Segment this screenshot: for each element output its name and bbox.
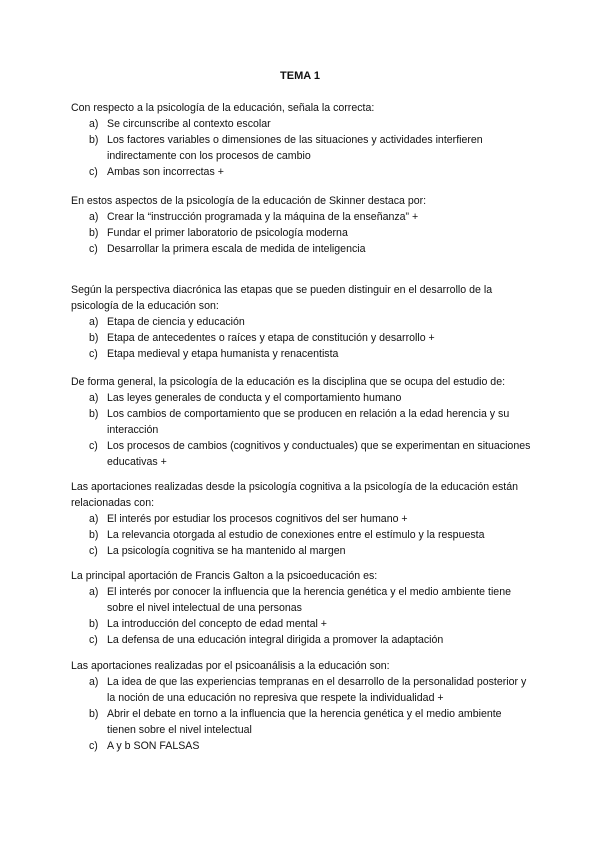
question-text: Con respecto a la psicología de la educación, señala la correcta: [71,102,375,114]
option-b [71,132,531,164]
option-letter: c) [89,545,98,557]
option-a [71,116,531,132]
option-b [71,616,531,632]
option-text: Se circunscribe al contexto escolar [107,118,271,130]
option-c [71,632,531,648]
option-c [71,543,531,559]
option-letter: c) [89,440,98,452]
option-list [71,390,531,470]
question-text: De forma general, la psicología de la educación es la disciplina que se ocupa del estudio de: [71,376,506,388]
option-a [71,674,531,706]
option-letter: a) [89,586,99,598]
option-list [71,674,531,754]
option-text: Etapa de ciencia y educación [107,316,245,328]
option-letter: b) [89,708,99,720]
option-list [71,584,531,648]
option-letter: c) [89,634,98,646]
option-text: Abrir el debate en torno a la influencia que la herencia genética y el medio ambiente tienen sobre el nivel intelectual [107,708,502,736]
option-text: A y b SON FALSAS [107,740,200,752]
option-text: La psicología cognitiva se ha mantenido al margen [107,545,346,557]
option-text: Fundar el primer laboratorio de psicología moderna [107,227,348,239]
option-letter: a) [89,392,99,404]
option-a [71,511,531,527]
option-text: Las leyes generales de conducta y el comportamiento humano [107,392,402,404]
option-letter: c) [89,348,98,360]
option-letter: b) [89,227,99,239]
option-letter: b) [89,618,99,630]
question-text: Las aportaciones realizadas desde la psicología cognitiva a la psicología de la educación están relacionadas con: [71,481,518,509]
option-text: Ambas son incorrectas + [107,166,224,178]
option-b [71,330,531,346]
option-b [71,406,531,438]
option-text: La introducción del concepto de edad mental + [107,618,327,630]
option-c [71,241,531,257]
option-b [71,527,531,543]
option-a [71,209,531,225]
question-6 [71,568,531,648]
option-c [71,164,531,180]
option-a [71,314,531,330]
option-letter: c) [89,166,98,178]
option-text: El interés por estudiar los procesos cognitivos del ser humano + [107,513,408,525]
question-5 [71,479,531,559]
option-letter: a) [89,316,99,328]
option-letter: a) [89,513,99,525]
option-letter: b) [89,332,99,344]
question-2 [71,193,531,257]
option-c [71,346,531,362]
option-text: Etapa de antecedentes o raíces y etapa de constitución y desarrollo + [107,332,435,344]
option-letter: b) [89,134,99,146]
option-text: Etapa medieval y etapa humanista y renacentista [107,348,339,360]
option-letter: a) [89,676,99,688]
option-b [71,225,531,241]
option-text: La defensa de una educación integral dirigida a promover la adaptación [107,634,444,646]
question-text: Según la perspectiva diacrónica las etapas que se pueden distinguir en el desarrollo de la psicología de la educación son: [71,284,493,312]
option-text: El interés por conocer la influencia que la herencia genética y el medio ambiente tiene sobre el nivel intelectual de una personas [107,586,511,614]
option-c [71,438,531,470]
option-text: Los procesos de cambios (cognitivos y conductuales) que se experimentan en situaciones educativas + [107,440,531,468]
option-list [71,511,531,559]
option-a [71,390,531,406]
question-text: En estos aspectos de la psicología de la educación de Skinner destaca por: [71,195,427,207]
option-letter: a) [89,211,99,223]
option-text: Crear la “instrucción programada y la máquina de la enseñanza” + [107,211,419,223]
question-1 [71,100,531,180]
option-b [71,706,531,738]
option-a [71,584,531,616]
option-letter: c) [89,740,98,752]
question-3 [71,282,531,362]
option-text: Los cambios de comportamiento que se producen en relación a la edad herencia y su interacción [107,408,510,436]
option-letter: a) [89,118,99,130]
page-title: TEMA 1 [280,70,320,82]
option-list [71,116,531,180]
option-letter: b) [89,408,99,420]
question-7 [71,658,531,754]
question-4 [71,374,531,470]
option-text: La idea de que las experiencias tempranas en el desarrollo de la personalidad posterior y la noción de una educación no represiva que respete la individualidad + [107,676,527,704]
option-list [71,209,531,257]
option-text: Los factores variables o dimensiones de las situaciones y actividades interfieren indirectamente con los procesos de cambio [107,134,483,162]
option-text: Desarrollar la primera escala de medida de inteligencia [107,243,366,255]
question-text: Las aportaciones realizadas por el psicoanálisis a la educación son: [71,660,390,672]
question-text: La principal aportación de Francis Galton a la psicoeducación es: [71,570,378,582]
option-letter: b) [89,529,99,541]
option-text: La relevancia otorgada al estudio de conexiones entre el estímulo y la respuesta [107,529,485,541]
option-list [71,314,531,362]
option-c [71,738,531,754]
option-letter: c) [89,243,98,255]
